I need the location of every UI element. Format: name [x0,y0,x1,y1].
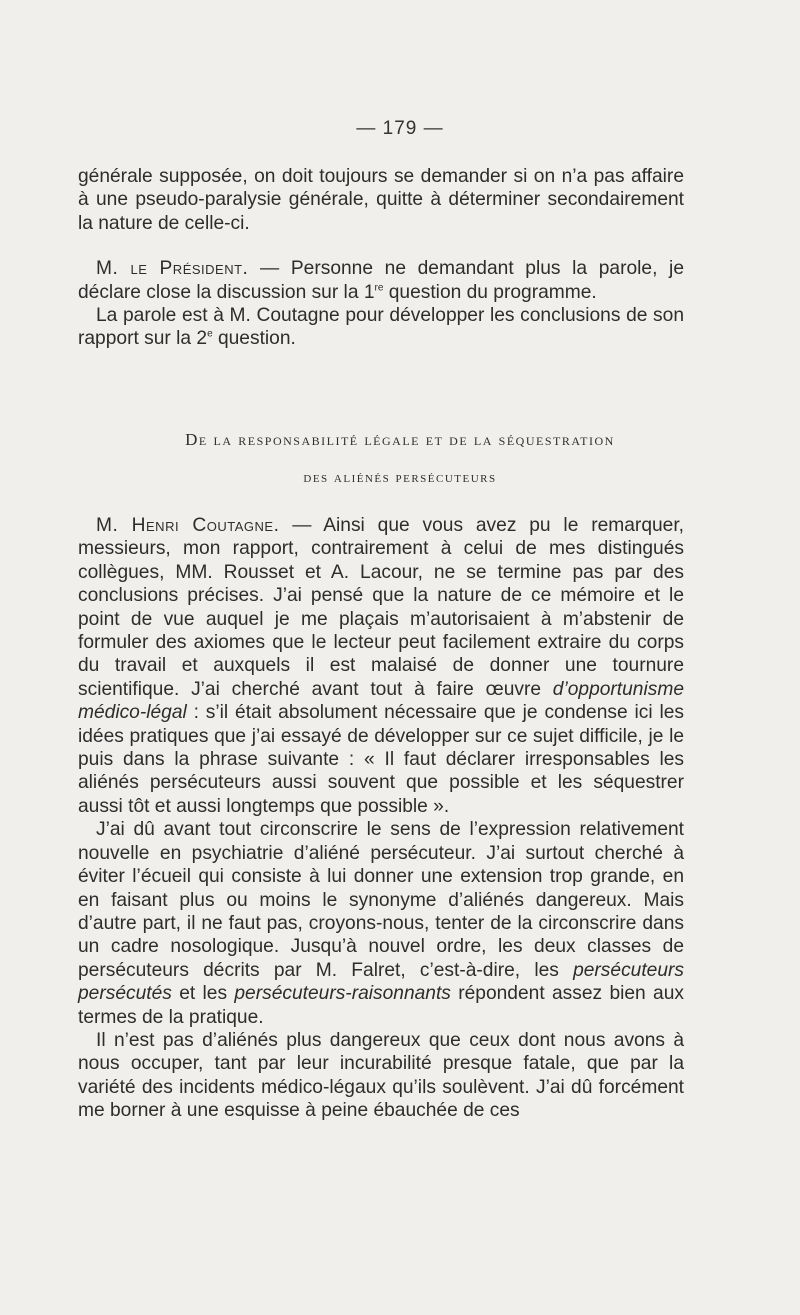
coutagne-text2: : s’il était absolument nécessaire que je condense ici les idées pratiques que j’ai essayé de développer sur ce sujet difficile, je le puis dans la phrase suivante : « Il faut déclarer irresponsables les aliénés persécuteurs aussi souvent que possible et les séquestrer aussi tôt et aussi longtemps que possible ». [78,702,684,817]
intro-paragraph: générale supposée, on doit toujours se demander si on n’a pas affaire à une pseudo-paralysie générale, quitte à déterminer secondairement la nature de celle-ci. [78,166,684,234]
sens-text3: répondent assez bien aux termes de la pratique. [78,983,684,1028]
transition-text-after: question. [212,328,296,350]
sens-text1: J’ai dû avant tout circonscrire le sens de l’expression relativement nouvelle en psychiatrie d’aliéné persécuteur. J’ai surtout cherché à éviter l’écueil qui consiste à lui donner une extension trop grande, en en faisant plus ou moins le synonyme d’aliénés dangereux. Mais d’autre part, il ne faut pas, croyons-nous, tenter de la circonscrire dans un cadre nosologique. Jusqu’à nouvel ordre, les deux classes de persécuteurs décrits par M. Falret, c’est-à-dire, les [78,819,684,981]
president-speaker: M. le Président. [96,258,249,280]
opening-text-block [78,165,684,351]
president-ordinal: re [374,282,384,294]
sens-italic2: persécuteurs-raisonnants [234,983,451,1005]
president-text-before: — Personne ne demandant plus la parole, je déclare close la discussion sur la 1 [78,258,684,303]
transition-paragraph [78,304,684,351]
transition-text-before: La parole est à M. Coutagne pour développer les conclusions de son rapport sur la 2 [78,305,684,350]
section-title-line1: De la responsabilité légale et de la séquestration [185,430,615,449]
coutagne-paragraph [78,514,684,818]
sens-italic1: persécuteurs persécutés [78,959,684,1005]
coutagne-text1: — Ainsi que vous avez pu le remarquer, messieurs, mon rapport, contrairement à celui de mes distingués collègues, MM. Rousset et A. Lacour, ne se termine pas par des conclusions précises. J’ai pensé que la nature de ce mémoire et le point de vue auquel je me plaçais m’autorisaient à m’abstenir de formuler des axiomes que le lecteur peut facilement extraire du corps du travail et auxquels il est malaisé de donner une tournure scientifique. J’ai cherché avant tout à faire œuvre [78,515,684,700]
coutagne-italic1: d’opportunisme médico-légal [78,678,684,724]
transition-ordinal: e [207,329,213,341]
president-text-after: question du programme. [383,281,597,303]
page-number: — 179 — [356,118,444,139]
sens-text2: et les [171,983,235,1005]
coutagne-speaker: M. Henri Coutagne. [96,515,280,536]
main-text-block [78,514,684,1123]
section-title-line2: des aliénés persécuteurs [303,470,497,486]
dangereux-paragraph: Il n’est pas d’aliénés plus dangereux que ceux dont nous avons à nous occuper, tant par leur incurabilité presque fatale, que par la variété des incidents médico-légaux qu’ils soulèvent. J’ai dû forcément me borner à une esquisse à peine ébauchée de ces [78,1029,684,1122]
sens-paragraph [78,818,684,1029]
president-paragraph [78,257,684,304]
